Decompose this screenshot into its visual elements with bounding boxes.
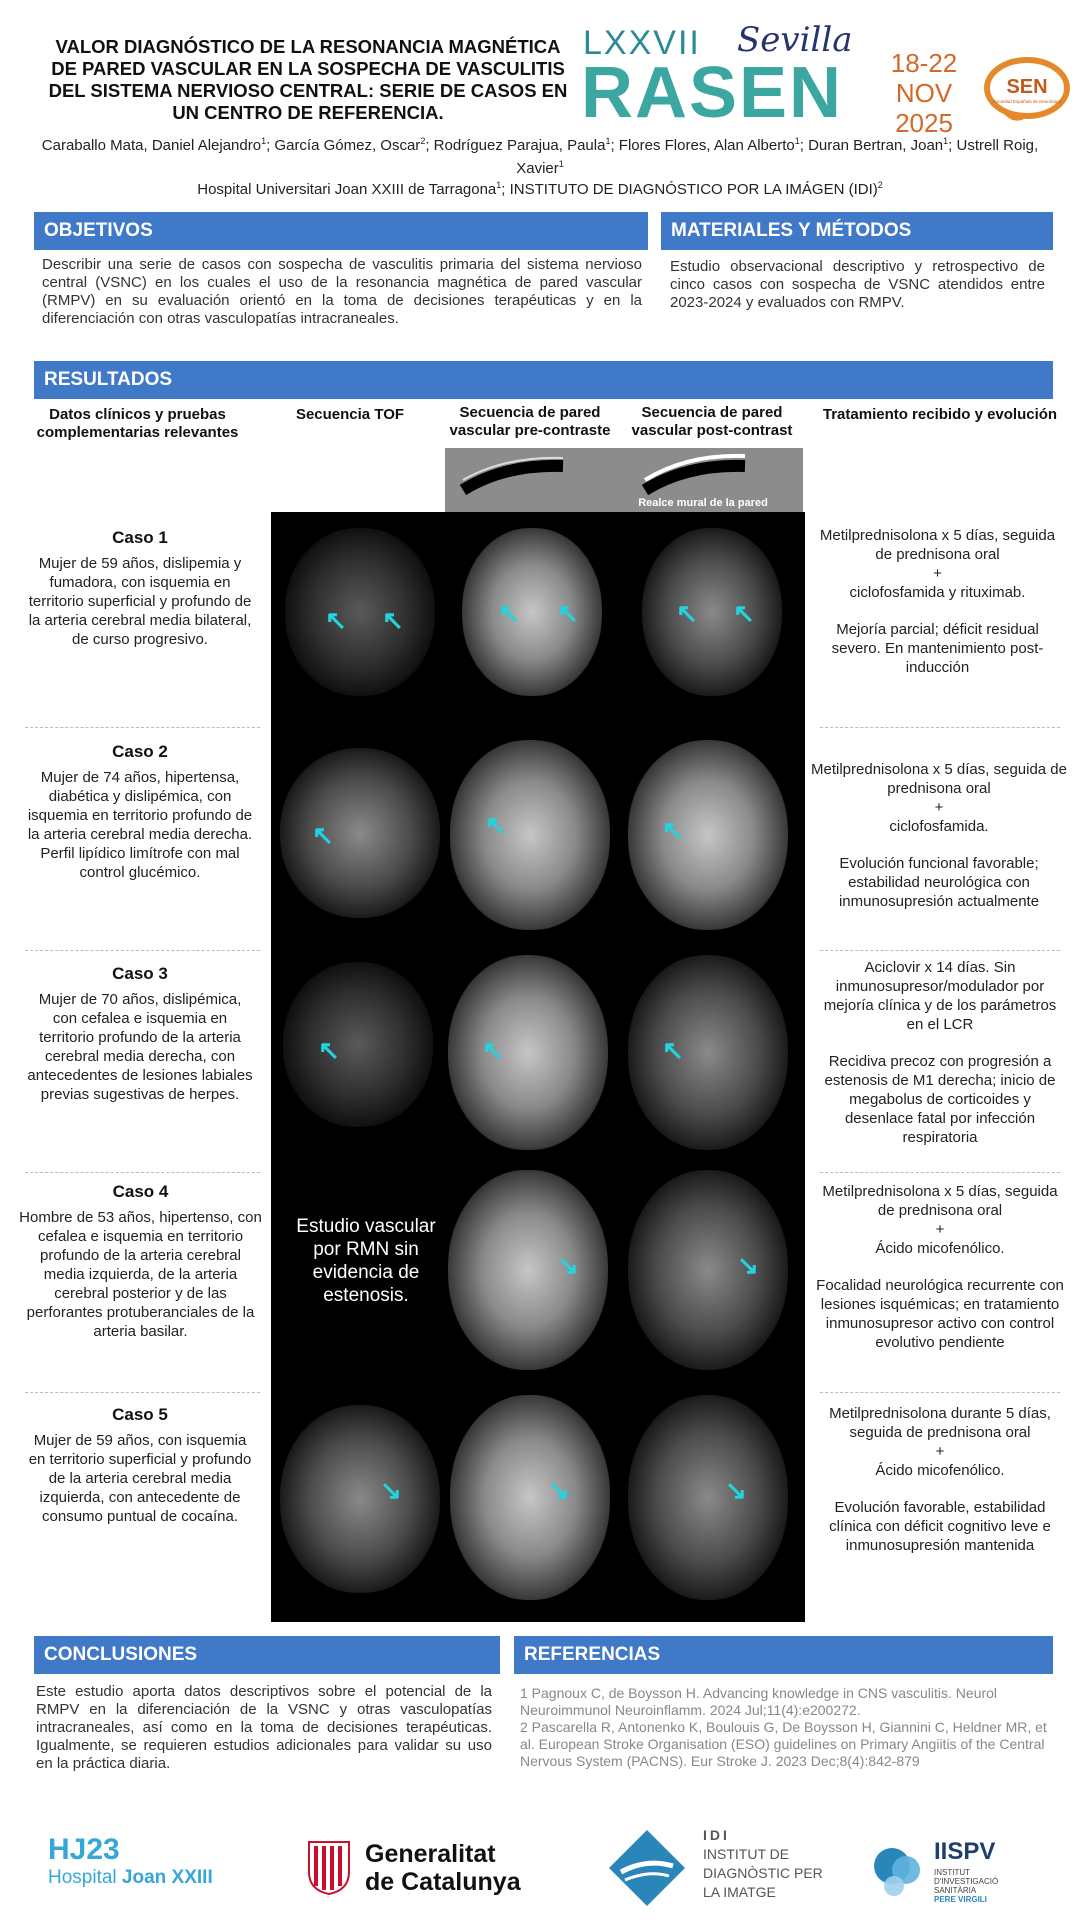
wall-enhancement-diagram <box>445 448 803 512</box>
case-divider <box>25 1172 260 1173</box>
evolution-text: Recidiva precoz con progresión a estenosis de M1 derecha; inicio de megabolus de corticoides y desenlace fatal por infección respiratoria <box>824 1053 1056 1146</box>
affiliation-sup: 2 <box>420 136 426 146</box>
affiliation-sup: 1 <box>794 136 800 146</box>
hj23-name-part: Hospital <box>48 1867 122 1888</box>
no-study-text: Estudio vascular por RMN sin evidencia de estenosis. <box>296 1216 436 1306</box>
case-divider <box>820 1392 1060 1393</box>
mri-pre-contrast-image <box>450 740 610 930</box>
mri-post-contrast-image <box>628 955 788 1150</box>
author-list <box>40 132 1040 178</box>
case-divider <box>820 1172 1060 1173</box>
case-3-clinical <box>25 964 255 1104</box>
idi-diamond-icon <box>607 1828 687 1908</box>
treatment-text: Metilprednisolona x 5 días, seguida de prednisona oral <box>819 527 1056 563</box>
mri-post-contrast-image <box>628 1170 788 1370</box>
sen-logo-subtitle: Sociedad Española de Neurología <box>992 99 1062 104</box>
idi-code: IDI <box>703 1827 730 1843</box>
case-title: Caso 3 <box>112 964 168 983</box>
arrow-icon: ↖ <box>662 1035 684 1065</box>
affiliation-sup: 1 <box>496 180 502 190</box>
idi-logo <box>607 1826 847 1910</box>
treatment-text: Ácido micofenólico. <box>875 1462 1005 1479</box>
case-description: Mujer de 70 años, dislipémica, con cefalea e isquemia en territorio profundo de la arteria cerebral media derecha, con antecedentes de lesiones labiales previas sugestivas de herpes. <box>27 991 253 1103</box>
mri-post-contrast-image <box>628 1395 788 1600</box>
arrow-icon: ↖ <box>498 598 520 628</box>
idi-text <box>703 1826 823 1902</box>
evolution-text: Mejoría parcial; déficit residual severo. En mantenimiento post-inducción <box>831 621 1044 676</box>
reference-item: 2 Pascarella R, Antonenko K, Boulouis G, De Boysson H, Giannini C, Heldner MR, et al. European Stroke Organisation (ESO) guidelines on Primary Angiitis of the Central Nervous System (PACNS). Eur Stroke J. 2023 Dec;8(4):842-879 <box>520 1719 1047 1769</box>
author-name: ; Rodríguez Parajua, Paula <box>425 137 606 154</box>
evolution-text: Focalidad neurológica recurrente con lesiones isquémicas; en tratamiento inmunosupresor activo con control evolutivo pendiente <box>816 1277 1064 1351</box>
event-logo: RASEN <box>581 53 844 133</box>
event-dates-days: 18-22 <box>890 48 958 78</box>
arrow-icon: ↖ <box>733 598 755 628</box>
column-header-tof: Secuencia TOF <box>295 406 405 423</box>
hj23-name-part: Joan XXIII <box>121 1867 213 1888</box>
wall-enhancement-label: Realce mural de la pared <box>638 497 768 509</box>
arrow-icon: ↘ <box>380 1475 402 1505</box>
treatment-text: Metilprednisolona x 5 días, seguida de prednisona oral <box>811 761 1067 797</box>
iispv-circles-icon <box>872 1840 928 1900</box>
column-header-pre-contrast: Secuencia de pared vascular pre-contraste <box>449 404 611 439</box>
evolution-text: Evolución favorable, estabilidad clínica con déficit cognitivo leve e inmunosupresión mantenida <box>829 1499 1051 1554</box>
arrow-icon: ↖ <box>485 810 507 840</box>
case-title: Caso 2 <box>112 742 168 761</box>
case-divider <box>25 950 260 951</box>
idi-line: DIAGNÒSTIC PER <box>703 1865 823 1881</box>
case-4-treatment <box>815 1182 1065 1352</box>
hj23-name <box>48 1867 268 1889</box>
treatment-text: Metilprednisolona x 5 días, seguida de prednisona oral <box>822 1183 1058 1219</box>
materiales-heading: MATERIALES Y MÉTODOS <box>661 212 1053 250</box>
brain-icon <box>984 55 1070 125</box>
conclusiones-heading: CONCLUSIONES <box>34 1636 500 1674</box>
catalonia-flag-icon <box>305 1838 353 1896</box>
mri-pre-contrast-image <box>450 1395 610 1600</box>
case-divider <box>25 727 260 728</box>
arrow-icon: ↖ <box>382 605 404 635</box>
arrow-icon: ↖ <box>482 1035 504 1065</box>
arrow-icon: ↘ <box>725 1475 747 1505</box>
treatment-text: Ácido micofenólico. <box>875 1240 1005 1257</box>
treatment-text: ciclofosfamida. <box>889 818 989 835</box>
mri-pre-contrast-image <box>462 528 602 696</box>
case-title: Caso 1 <box>112 528 168 547</box>
arrow-icon: ↖ <box>318 1035 340 1065</box>
mri-pre-contrast-image <box>448 1170 608 1370</box>
case-divider <box>820 950 1060 951</box>
case-2-treatment <box>810 760 1068 911</box>
column-header-treatment: Tratamiento recibido y evolución <box>822 406 1058 423</box>
reference-list <box>520 1685 1047 1770</box>
reference-item: 1 Pagnoux C, de Boysson H. Advancing knowledge in CNS vasculitis. Neurol Neuroimmunol Neuroinflamm. 2024 Jul;11(4):e200272. <box>520 1685 998 1718</box>
affiliation-sup: 1 <box>605 136 611 146</box>
mri-tof-image <box>280 748 440 918</box>
case-5-clinical <box>25 1405 255 1526</box>
case-description: Mujer de 74 años, hipertensa, diabética y dislipémica, con isquemia en territorio profundo de la arteria cerebral media derecha. Perfil lipídico limítrofe con mal control glucémico. <box>27 769 253 881</box>
affiliation-sup: 1 <box>943 136 949 146</box>
arrow-icon: ↘ <box>548 1475 570 1505</box>
poster-title: VALOR DIAGNÓSTICO DE LA RESONANCIA MAGNÉTICA DE PARED VASCULAR EN LA SOSPECHA DE VASCULITIS DEL SISTEMA NERVIOSO CENTRAL: SERIE DE CASOS EN UN CENTRO DE REFERENCIA. <box>48 36 568 123</box>
plus-sign: + <box>934 799 944 816</box>
plus-sign: + <box>933 565 942 582</box>
affiliations <box>40 180 1040 198</box>
event-dates-month: NOV <box>895 78 953 108</box>
column-header-clinical: Datos clínicos y pruebas complementarias relevantes <box>36 406 239 441</box>
referencias-heading: REFERENCIAS <box>514 1636 1053 1674</box>
arrow-icon: ↖ <box>325 605 347 635</box>
iispv-logo <box>872 1838 1062 1908</box>
event-dates <box>884 48 964 138</box>
vessel-wall-illustration <box>445 448 803 512</box>
case-1-treatment <box>815 526 1060 677</box>
author-name: ; Ustrell Roig, Xavier <box>516 137 1039 177</box>
case-2-clinical <box>25 742 255 882</box>
iispv-subtitle <box>934 1868 998 1904</box>
mri-tof-image <box>280 1405 440 1593</box>
case-4-clinical <box>18 1182 263 1341</box>
case-title: Caso 4 <box>112 1182 169 1201</box>
case-divider <box>820 727 1060 728</box>
mri-tof-image <box>283 962 433 1127</box>
generalitat-text <box>365 1840 521 1896</box>
case-title: Caso 5 <box>112 1405 168 1424</box>
author-name: ; Flores Flores, Alan Alberto <box>610 137 795 154</box>
arrow-icon: ↖ <box>676 598 698 628</box>
case-3-treatment <box>815 958 1065 1147</box>
generalitat-logo <box>305 1838 555 1898</box>
plus-sign: + <box>935 1221 945 1238</box>
arrow-icon: ↖ <box>312 820 334 850</box>
objetivos-heading: OBJETIVOS <box>34 212 648 250</box>
case-description: Mujer de 59 años, dislipemia y fumadora, con isquemia en territorio superficial y profundo de la arteria cerebral media bilateral, de curso progresivo. <box>28 555 252 648</box>
mri-pre-contrast-image <box>448 955 608 1150</box>
generalitat-line: de Catalunya <box>365 1868 521 1896</box>
hj23-code: HJ23 <box>48 1833 120 1866</box>
case-divider <box>25 1392 260 1393</box>
case-5-treatment <box>815 1404 1065 1555</box>
iispv-subtitle-line: D'INVESTIGACIÓ <box>934 1877 999 1886</box>
mri-post-contrast-image <box>628 740 788 930</box>
column-header-post-contrast: Secuencia de pared vascular post-contrast <box>631 404 793 439</box>
sen-logo <box>984 55 1070 125</box>
objetivos-text: Describir una serie de casos con sospecha de vasculitis primaria del sistema nervioso central (VSNC) en los cuales el uso de la resonancia magnética de pared vascular (RMPV) en su evaluación orientó en la toma de decisiones terapéuticas y en la diferenciación con otras vasculopatías intracraneales. <box>42 256 642 327</box>
materiales-text: Estudio observacional descriptivo y retrospectivo de cinco casos con sospecha de VSNC atendidos entre 2023-2024 y evaluados con RMPV. <box>670 258 1045 311</box>
iispv-subtitle-line: INSTITUT <box>934 1868 970 1877</box>
case-description: Mujer de 59 años, con isquemia en territorio superficial y profundo de la arteria cerebral media izquierda, con antecedente de consumo puntual de cocaína. <box>28 1432 252 1525</box>
mri-tof-image <box>285 528 435 696</box>
evolution-text: Evolución funcional favorable; estabilidad neurológica con inmunosupresión actualmente <box>838 855 1040 910</box>
treatment-text: Metilprednisolona durante 5 días, seguida de prednisona oral <box>829 1405 1051 1441</box>
affiliation-hospital: Hospital Universitari Joan XXIII de Tarragona <box>197 181 497 198</box>
generalitat-line: Generalitat <box>365 1840 496 1868</box>
iispv-subtitle-line: PERE VIRGILI <box>934 1895 987 1904</box>
event-number: LXXVII <box>583 24 701 62</box>
treatment-text: Aciclovir x 14 días. Sin inmunosupresor/modulador por mejoría clínica y de los parámetros en el LCR <box>823 959 1057 1033</box>
author-name: ; Duran Bertran, Joan <box>799 137 944 154</box>
iispv-text: IISPV <box>934 1838 996 1865</box>
arrow-icon: ↘ <box>737 1250 759 1280</box>
case-description: Hombre de 53 años, hipertenso, con cefalea e isquemia en territorio profundo de la arteria cerebral media izquierda, de la arteria cerebral posterior y de las perforantes protuberanciales de la arteria basilar. <box>19 1209 262 1340</box>
hospital-joan-xxiii-logo <box>48 1833 268 1889</box>
event-dates-year: 2025 <box>895 108 953 138</box>
sen-logo-text: SEN <box>1006 76 1048 98</box>
idi-line: LA IMATGE <box>703 1884 776 1900</box>
arrow-icon: ↖ <box>557 598 579 628</box>
mri-post-contrast-image <box>642 528 782 696</box>
plus-sign: + <box>935 1443 945 1460</box>
affiliation-sup: 1 <box>558 159 564 169</box>
arrow-icon: ↘ <box>557 1250 579 1280</box>
iispv-subtitle-line: SANITÀRIA <box>934 1886 977 1895</box>
conclusiones-text: Este estudio aporta datos descriptivos sobre el potencial de la RMPV en la diferenciación de la VSNC y otras vasculopatías intracraneales, así como en la toma de decisiones terapéuticas. Igualmente, se requieren estudios adicionales para validar su uso en la práctica diaria. <box>36 1683 492 1772</box>
affiliation-sup: 2 <box>877 180 883 190</box>
author-name: Caraballo Mata, Daniel Alejandro <box>41 137 262 154</box>
author-name: ; García Gómez, Oscar <box>266 137 421 154</box>
idi-line: INSTITUT DE <box>703 1846 790 1862</box>
resultados-heading: RESULTADOS <box>34 361 1053 399</box>
arrow-icon: ↖ <box>662 815 684 845</box>
treatment-text: ciclofosfamida y rituximab. <box>849 584 1026 601</box>
affiliation-idi: ; INSTITUTO DE DIAGNÓSTICO POR LA IMÁGEN (IDI) <box>501 181 878 198</box>
affiliation-sup: 1 <box>261 136 267 146</box>
case-1-clinical <box>25 528 255 649</box>
event-city: Sevilla <box>737 20 853 60</box>
